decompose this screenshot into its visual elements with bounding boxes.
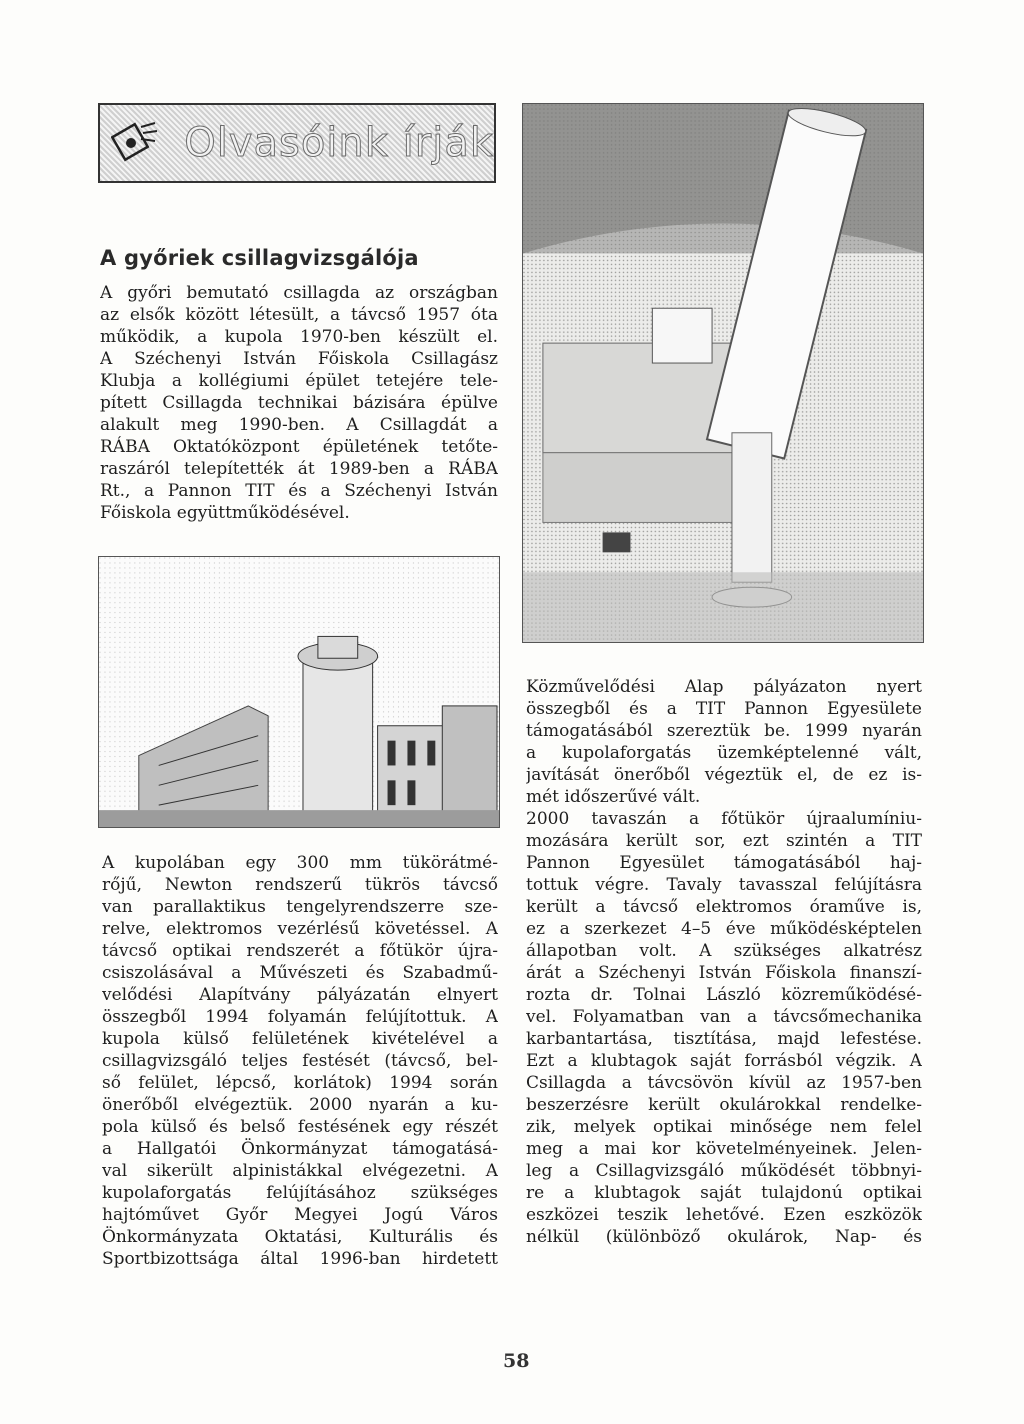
text-line: került a távcső elektromos óraműve is,: [526, 897, 922, 917]
text-line: alakult meg 1990-ben. A Csillagdát a: [100, 415, 498, 435]
article-heading: A győriek csillagvizsgálója: [100, 246, 419, 270]
text-line: val sikerült alpinistákkal elvégezetni. A: [102, 1161, 498, 1181]
text-line: hajtóművet Győr Megyei Jogú Város: [102, 1205, 498, 1225]
banner-title: Olvasóink írják: [184, 120, 494, 166]
body-column-left: [102, 852, 498, 1270]
text-line: Klubja a kollégiumi épület tetejére tele-: [100, 371, 498, 391]
text-line: összegből 1994 folyamán felújítottuk. A: [102, 1007, 498, 1027]
text-line: összegből és a TIT Pannon Egyesülete: [526, 699, 922, 719]
text-line: támogatásából szereztük be. 1999 nyarán: [526, 721, 922, 741]
text-line: a Hallgatói Önkormányzat támogatásá-: [102, 1139, 498, 1159]
text-line: a kupolaforgatás üzemképtelenné vált,: [526, 743, 922, 763]
section-banner: [98, 103, 496, 183]
telescope-photo: [522, 103, 924, 643]
text-line: A Széchenyi István Főiskola Csillagász: [100, 349, 498, 369]
comet-icon: [108, 115, 162, 171]
text-line: re a klubtagok saját tulajdonú optikai: [526, 1183, 922, 1203]
text-line: Önkormányzata Oktatási, Kulturális és: [102, 1227, 498, 1247]
text-line: raszáról telepítették át 1989-ben a RÁBA: [100, 459, 498, 479]
text-line: tottuk végre. Tavaly tavasszal felújításra: [526, 875, 922, 895]
text-line: Pannon Egyesület támogatásából haj-: [526, 853, 922, 873]
text-line: csiszolásával a Művészeti és Szabadmű-: [102, 963, 498, 983]
text-line: Főiskola együttműködésével.: [100, 503, 350, 523]
text-line: rozta dr. Tolnai László közreműködésé-: [526, 985, 922, 1005]
intro-paragraph: [100, 282, 498, 524]
text-line: vel. Folyamatban van a távcsőmechanika: [526, 1007, 922, 1027]
text-line: A kupolában egy 300 mm tükörátmé-: [102, 853, 498, 873]
text-line: csillagvizsgáló teljes festését (távcső, bel-: [102, 1051, 498, 1071]
observatory-building-photo: [98, 556, 500, 828]
text-line: pített Csillagda technikai bázisára épülve: [100, 393, 498, 413]
text-line: nélkül (különböző okulárok, Nap- és: [526, 1227, 922, 1247]
text-line: karbantartása, tisztítása, majd lefestése.: [526, 1029, 922, 1049]
text-line: meg a mai kor követelményeinek. Jelen-: [526, 1139, 922, 1159]
text-line: leg a Csillagvizsgáló működését többnyi-: [526, 1161, 922, 1181]
text-line: kupolaforgatás felújításához szükséges: [102, 1183, 498, 1203]
text-line: mozására került sor, ezt szintén a TIT: [526, 831, 922, 851]
text-line: kupola külső felületének kivételével a: [102, 1029, 498, 1049]
page-number: 58: [503, 1350, 530, 1372]
text-line: Ezt a klubtagok saját forrásból végzik. A: [526, 1051, 922, 1071]
text-line: 2000 tavaszán a főtükör újraalumíniu-: [526, 809, 922, 829]
text-line: beszerzésre került okulárokkal rendelke-: [526, 1095, 922, 1115]
text-line: rőjű, Newton rendszerű tükrös távcső: [102, 875, 498, 895]
text-line: javítását önerőből végeztük el, de ez is-: [526, 765, 922, 785]
text-line: az elsők között létesült, a távcső 1957 óta: [100, 305, 498, 325]
text-line: távcső optikai rendszerét a főtükör újra-: [102, 941, 498, 961]
text-line: ez a szerkezet 4–5 éve működésképtelen: [526, 919, 922, 939]
text-line: ső felület, lépcső, korlátok) 1994 során: [102, 1073, 498, 1093]
text-line: velődési Alapítvány pályázatán elnyert: [102, 985, 498, 1005]
text-line: van parallaktikus tengelyrendszerre sze-: [102, 897, 498, 917]
text-line: pola külső és belső festésének egy részét: [102, 1117, 498, 1137]
text-line: működik, a kupola 1970-ben készült el.: [100, 327, 498, 347]
text-line: állapotban volt. A szükséges alkatrész: [526, 941, 922, 961]
text-line: önerőből elvégeztük. 2000 nyarán a ku-: [102, 1095, 498, 1115]
text-line: RÁBA Oktatóközpont épületének tetőte-: [100, 437, 498, 457]
text-line: A győri bemutató csillagda az országban: [100, 283, 498, 303]
text-line: relve, elektromos vezérlésű követéssel. A: [102, 919, 498, 939]
text-line: eszközei teszik lehetővé. Ezen eszközök: [526, 1205, 922, 1225]
text-line: Közművelődési Alap pályázaton nyert: [526, 677, 922, 697]
text-line: Csillagda a távcsövön kívül az 1957-ben: [526, 1073, 922, 1093]
text-line: Sportbizottsága által 1996-ban hirdetett: [102, 1249, 498, 1269]
text-line: mét időszerűvé vált.: [526, 787, 701, 807]
text-line: árát a Széchenyi István Főiskola finanszí-: [526, 963, 922, 983]
body-column-right: [526, 676, 922, 1248]
text-line: Rt., a Pannon TIT és a Széchenyi István: [100, 481, 498, 501]
text-line: zik, melyek optikai minősége nem felel: [526, 1117, 922, 1137]
